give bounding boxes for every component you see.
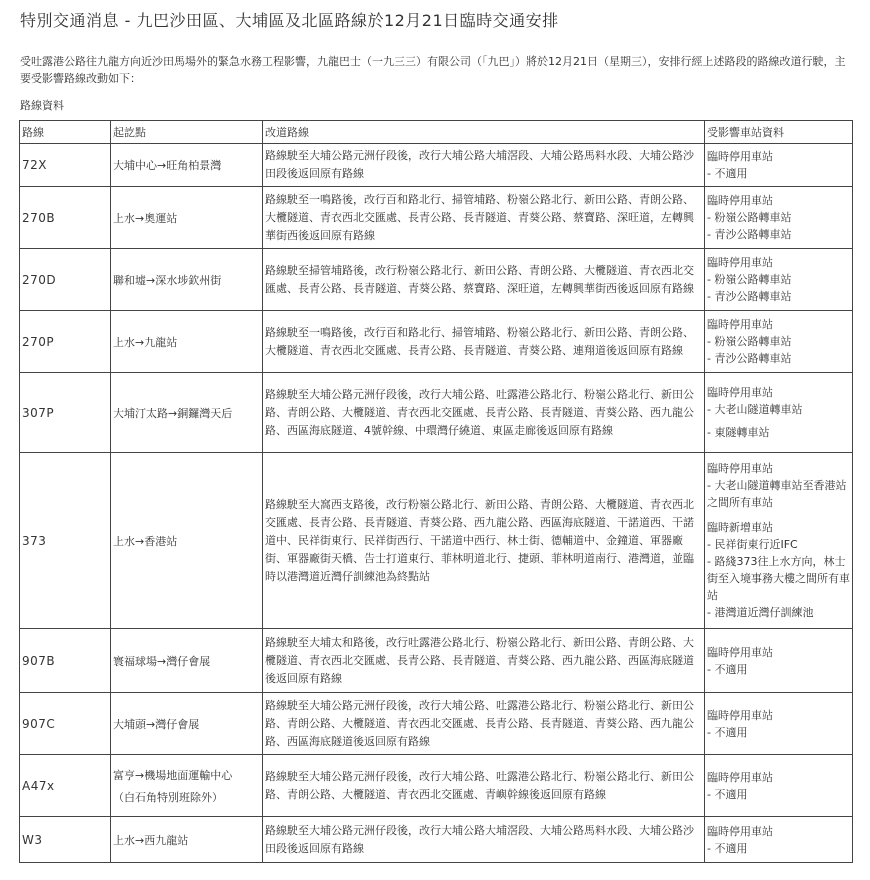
stop-group-heading: 臨時停用車站 — [707, 708, 773, 722]
terminus-text: 上水→奧運站 — [113, 211, 178, 225]
stop-group-heading: 臨時停用車站 — [707, 194, 773, 207]
route-number-cell: 72X — [20, 144, 111, 187]
route-number-cell: W3 — [20, 817, 111, 863]
route-number-cell: 270B — [20, 187, 111, 249]
affected-stops-cell — [705, 755, 853, 817]
table-row — [20, 817, 853, 863]
stop-item: - 粉嶺公路轉車站 — [707, 273, 792, 286]
terminus-cell — [111, 629, 263, 693]
stop-group-heading: 臨時停用車站 — [707, 256, 773, 269]
table-header-row — [20, 121, 853, 144]
stop-group-heading: 臨時停用車站 — [707, 318, 773, 331]
table-row — [20, 311, 853, 373]
terminus-cell — [111, 755, 263, 817]
route-number-cell: 270P — [20, 311, 111, 373]
section-label: 路線資料 — [20, 99, 64, 112]
affected-stops-cell — [705, 311, 853, 373]
header-affected-stops: 受影響車站資料 — [705, 121, 853, 144]
stop-group — [707, 460, 850, 511]
header-terminus: 起訖點 — [111, 121, 263, 144]
terminus-cell — [111, 311, 263, 373]
terminus-text: 聯和墟→深水埗欽州街 — [113, 273, 222, 287]
stop-group-heading: 臨時停用車站 — [707, 462, 773, 475]
detour-cell: 路線駛至掃管埔路後，改行粉嶺公路北行、新田公路、青朗公路、大欖隧道、青衣西北交匯處、長青公路、長青隧道、青葵公路、蔡寶路、深旺道，左轉興華街西後返回原有路線 — [263, 249, 705, 311]
table-row — [20, 144, 853, 187]
detour-cell: 路線駛至一鳴路後，改行百和路北行、掃管埔路、粉嶺公路北行、新田公路、青朗公路、大欖隧道、青衣西北交匯處、長青公路、長青隧道、青葵公路、蔡寶路、深旺道，左轉興華街西後返回原有路線 — [263, 187, 705, 249]
stop-item: - 不適用 — [707, 725, 748, 739]
terminus-cell — [111, 187, 263, 249]
route-number-cell: 907C — [20, 693, 111, 755]
stop-item: - 粉嶺公路轉車站 — [707, 211, 792, 224]
stop-group — [707, 823, 850, 857]
table-row — [20, 755, 853, 817]
terminus-text: 富亨→機場地面運輸中心 — [113, 768, 233, 782]
route-number-cell: A47x — [20, 755, 111, 817]
stop-group — [707, 769, 850, 803]
affected-stops-cell — [705, 144, 853, 187]
stop-group — [707, 707, 850, 741]
stop-item: - 東隧轉車站 — [707, 426, 770, 439]
stop-group-heading: 臨時新增車站 — [707, 521, 773, 534]
stop-item: - 青沙公路轉車站 — [707, 290, 792, 303]
route-number-cell: 270D — [20, 249, 111, 311]
stop-item: - 不適用 — [707, 787, 748, 801]
stop-group — [707, 148, 850, 182]
stop-group — [707, 384, 850, 441]
affected-stops-cell — [705, 817, 853, 863]
terminus-text: 上水→九龍站 — [113, 335, 178, 349]
terminus-text: 大埔頭→灣仔會展 — [113, 717, 200, 731]
terminus-text: 大埔中心→旺角柏景灣 — [113, 159, 222, 172]
stop-group-heading: 臨時停用車站 — [707, 150, 773, 163]
terminus-cell — [111, 817, 263, 863]
stop-item: - 青沙公路轉車站 — [707, 352, 792, 365]
affected-stops-cell — [705, 249, 853, 311]
terminus-text: 上水→香港站 — [113, 534, 178, 548]
table-row — [20, 629, 853, 693]
stop-group — [707, 316, 850, 367]
terminus-text: 大埔汀太路→銅鑼灣天后 — [113, 406, 233, 420]
detour-cell: 路線駛至大埔公路元洲仔段後，改行大埔公路大埔滘段、大埔公路馬料水段、大埔公路沙田段後返回原有路線 — [263, 144, 705, 187]
table-row — [20, 187, 853, 249]
table-row — [20, 249, 853, 311]
affected-stops-cell — [705, 693, 853, 755]
detour-cell: 路線駛至大埔公路元洲仔段後，改行大埔公路、吐露港公路北行、粉嶺公路北行、新田公路、青朗公路、大欖隧道、青衣西北交匯處、青嶼幹線後返回原有路線 — [263, 755, 705, 817]
stop-item: - 民祥街東行近IFC — [707, 538, 798, 551]
header-route: 路線 — [20, 121, 111, 144]
terminus-cell — [111, 249, 263, 311]
stop-group-heading: 臨時停用車站 — [707, 824, 773, 838]
stop-item: - 粉嶺公路轉車站 — [707, 335, 792, 348]
stop-group — [707, 644, 850, 678]
stop-group — [707, 519, 850, 621]
terminus-cell — [111, 373, 263, 453]
route-table — [19, 120, 853, 863]
stop-item: - 港灣道近灣仔訓練池 — [707, 606, 814, 619]
affected-stops-cell — [705, 373, 853, 453]
affected-stops-cell — [705, 187, 853, 249]
terminus-cell — [111, 453, 263, 629]
detour-cell: 路線駛至一鳴路後，改行百和路北行、掃管埔路、粉嶺公路北行、新田公路、青朗公路、大欖隧道、青衣西北交匯處、長青公路、長青隧道、青葵公路、連翔道後返回原有路線 — [263, 311, 705, 373]
stop-item: - 不適用 — [707, 841, 748, 855]
stop-item: - 不適用 — [707, 662, 748, 676]
stop-group-heading: 臨時停用車站 — [707, 386, 773, 399]
affected-stops-cell — [705, 453, 853, 629]
stop-group — [707, 192, 850, 243]
stop-item: - 路綫373往上水方向，林士街至入境事務大樓之間所有車站 — [707, 555, 850, 602]
detour-cell: 路線駛至大埔公路元洲仔段後，改行大埔公路、吐露港公路北行、粉嶺公路北行、新田公路、青朗公路、大欖隧道、青衣西北交匯處、長青公路、長青隧道、青葵公路、西九龍公路、西區海底隧道、4號幹線、中環灣仔繞道、東區走廊後返回原有路線 — [263, 373, 705, 453]
header-detour: 改道路線 — [263, 121, 705, 144]
intro-paragraph: 受吐露港公路往九龍方向近沙田馬場外的緊急水務工程影響，九龍巴士（一九三三）有限公司（「九巴」）將於12月21日（星期三），安排行經上述路段的路線改道行駛，主要受影響路線改動如下： — [20, 55, 846, 85]
terminus-cell — [111, 144, 263, 187]
page-title: 特別交通消息 - 九巴沙田區、大埔區及北區路線於12月21日臨時交通安排 — [20, 11, 559, 30]
detour-cell: 路線駛至大埔太和路後，改行吐露港公路北行、粉嶺公路北行、新田公路、青朗公路、大欖隧道、青衣西北交匯處、長青公路、長青隧道、青葵公路、西九龍公路、西區海底隧道後返回原有路線 — [263, 629, 705, 693]
stop-item: - 青沙公路轉車站 — [707, 228, 792, 241]
table-row — [20, 453, 853, 629]
table-row — [20, 373, 853, 453]
stop-item: - 大老山隧道轉車站至香港站之間所有車站 — [707, 479, 847, 509]
route-number-cell: 307P — [20, 373, 111, 453]
detour-cell: 路線駛至大窩西支路後，改行粉嶺公路北行、新田公路、青朗公路、大欖隧道、青衣西北交匯處、長青公路、長青隧道、青葵公路、西九龍公路、西區海底隧道、干諾道西、干諾道中、民祥街東行、民祥街西行、干諾道中西行、林士街、德輔道中、金鐘道、軍器廠街、軍器廠街天橋、告士打道東行、菲林明道北行、捷頭、菲林明道南行、港灣道，並臨時以港灣道近灣仔訓練池為終點站 — [263, 453, 705, 629]
detour-cell: 路線駛至大埔公路元洲仔段後，改行大埔公路、吐露港公路北行、粉嶺公路北行、新田公路、青朗公路、大欖隧道、青衣西北交匯處、長青公路、長青隧道、青葵公路、西九龍公路、西區海底隧道後返回原有路線 — [263, 693, 705, 755]
route-number-cell: 373 — [20, 453, 111, 629]
terminus-cell — [111, 693, 263, 755]
terminus-text: 上水→西九龍站 — [113, 833, 189, 847]
stop-item: - 不適用 — [707, 167, 748, 180]
table-row — [20, 693, 853, 755]
stop-group-heading: 臨時停用車站 — [707, 645, 773, 659]
terminus-text: 寰福球場→灣仔會展 — [113, 654, 211, 668]
stop-group-heading: 臨時停用車站 — [707, 770, 773, 784]
terminus-note: （白石角特別班除外） — [113, 790, 223, 804]
stop-group — [707, 254, 850, 305]
affected-stops-cell — [705, 629, 853, 693]
stop-item: - 大老山隧道轉車站 — [707, 403, 803, 416]
detour-cell: 路線駛至大埔公路元洲仔段後，改行大埔公路大埔滘段、大埔公路馬料水段、大埔公路沙田段後返回原有路線 — [263, 817, 705, 863]
route-number-cell: 907B — [20, 629, 111, 693]
